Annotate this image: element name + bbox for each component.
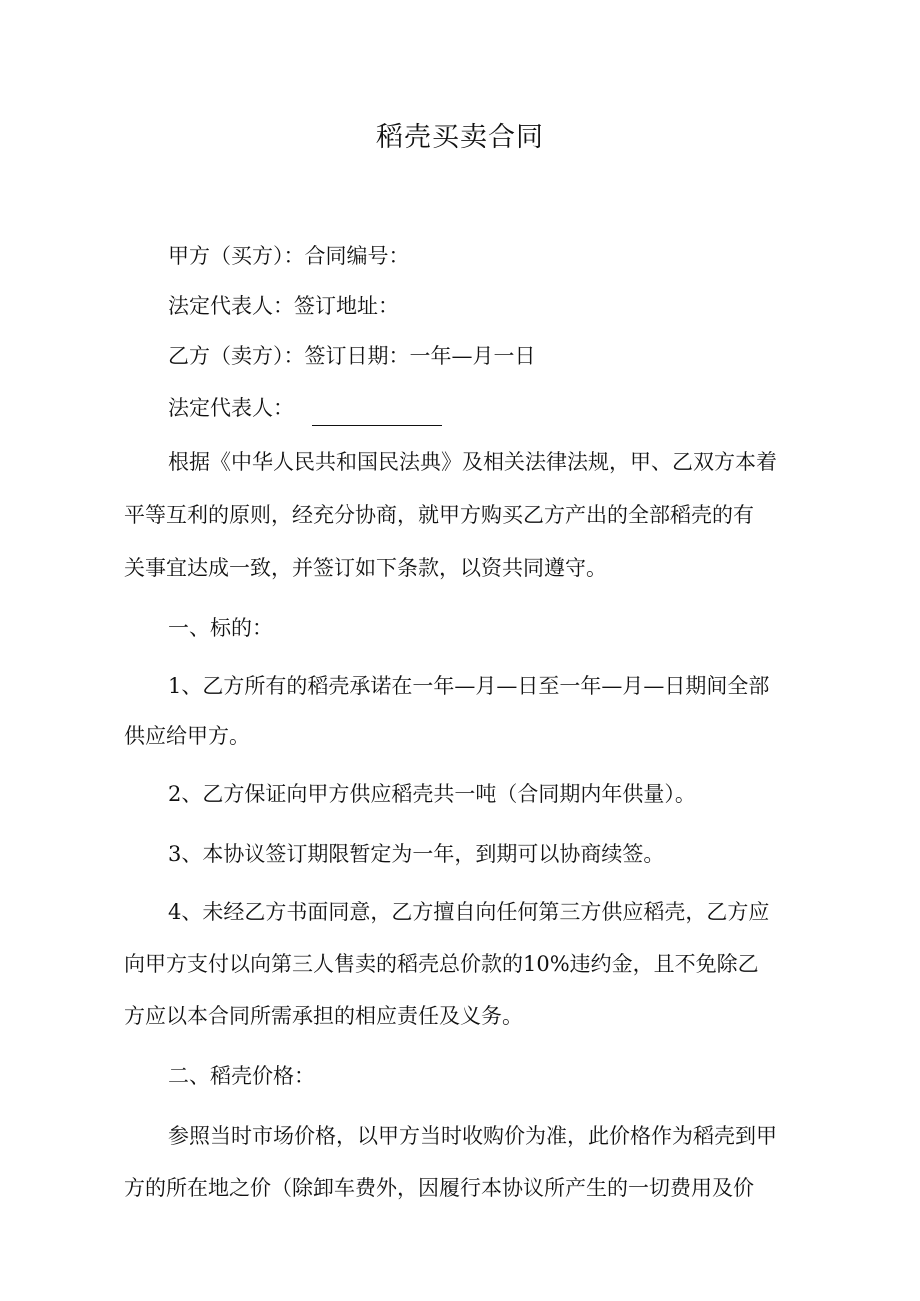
preamble-line-1: 根据《中华人民共和国民法典》及相关法律法规，甲、乙双方本着 — [168, 450, 777, 474]
section1-heading: 一、标的： — [168, 616, 273, 640]
clause-1-line-2: 供应给甲方。 — [124, 724, 250, 748]
price-line-1: 参照当时市场价格，以甲方当时收购价为准，此价格作为稻壳到甲 — [168, 1124, 777, 1148]
legal-rep-b-label: 法定代表人： — [168, 396, 294, 420]
clause-4-line-3: 方应以本合同所需承担的相应责任及义务。 — [124, 1004, 523, 1028]
legal-rep-b-line — [168, 390, 858, 426]
clause-4-line-1: 4、未经乙方书面同意，乙方擅自向任何第三方供应稻壳，乙方应 — [168, 900, 770, 924]
clause-1-line-1: 1、乙方所有的稻壳承诺在一年—月—日至一年—月—日期间全部 — [168, 674, 770, 698]
party-a-line: 甲方（买方）：合同编号： — [168, 244, 410, 268]
price-line-2: 方的所在地之价（除卸车费外，因履行本协议所产生的一切费用及价 — [124, 1176, 754, 1200]
party-b-line: 乙方（卖方）：签订日期：一年—月一日 — [168, 344, 536, 368]
preamble-line-2: 平等互利的原则，经充分协商，就甲方购买乙方产出的全部稻壳的有 — [124, 503, 754, 527]
preamble-line-3: 关事宜达成一致，并签订如下条款，以资共同遵守。 — [124, 556, 607, 580]
section2-heading: 二、稻壳价格： — [168, 1064, 315, 1088]
signature-blank — [312, 403, 442, 426]
clause-3: 3、本协议签订期限暂定为一年，到期可以协商续签。 — [168, 842, 665, 866]
document-title: 稻壳买卖合同 — [376, 122, 544, 153]
clause-4-line-2: 向甲方支付以向第三人售卖的稻壳总价款的10%违约金，且不免除乙 — [124, 952, 759, 976]
legal-rep-a-line: 法定代表人：签订地址： — [168, 294, 399, 318]
clause-2: 2、乙方保证向甲方供应稻壳共一吨（合同期内年供量）。 — [168, 782, 696, 806]
